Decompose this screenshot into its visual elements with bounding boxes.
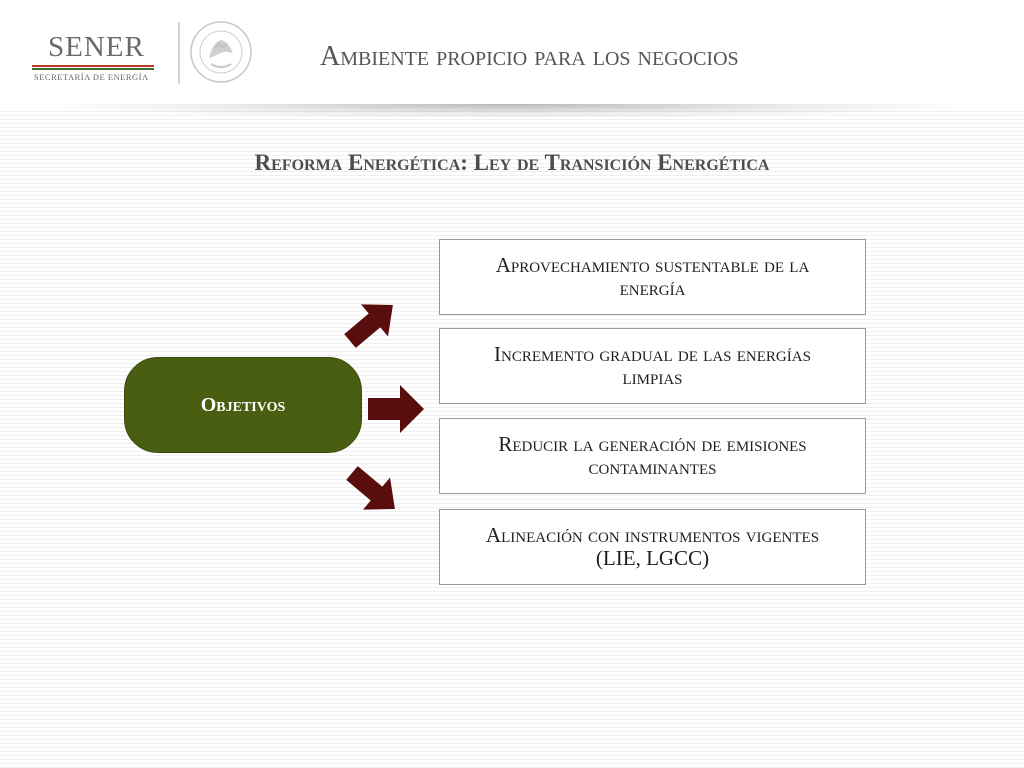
sener-logo bbox=[32, 30, 162, 80]
logo-subtitle: SECRETARÍA DE ENERGÍA bbox=[34, 72, 149, 82]
objectives-node bbox=[124, 357, 362, 453]
objective-text-1: Aprovechamiento sustentable de la energía bbox=[495, 253, 810, 300]
objective-text-2: Incremento gradual de las energías limpias bbox=[494, 342, 811, 389]
slide-subtitle: Reforma Energética: Ley de Transición Energética bbox=[254, 150, 770, 175]
page-title: Ambiente propicio para los negocios bbox=[320, 41, 739, 72]
national-seal-icon bbox=[189, 20, 253, 84]
header-shadow bbox=[60, 104, 960, 118]
objective-box-4 bbox=[439, 509, 866, 585]
objective-box-3 bbox=[439, 418, 866, 494]
slide-header bbox=[0, 0, 1024, 108]
objectives-label: Objetivos bbox=[200, 393, 286, 416]
arrow-up-right-icon bbox=[340, 296, 406, 357]
logo-title: SENER bbox=[48, 31, 145, 63]
objective-box-1 bbox=[439, 239, 866, 315]
objective-box-2 bbox=[439, 328, 866, 404]
arrows-group bbox=[340, 296, 440, 521]
logo-stripe-red bbox=[32, 65, 154, 67]
logo-divider bbox=[178, 22, 180, 84]
arrow-right-icon bbox=[368, 385, 424, 433]
objective-text-4: Alineación con instrumentos vigentes (LIE, LGCC) bbox=[485, 523, 820, 570]
arrow-down-right-icon bbox=[340, 457, 408, 521]
objective-text-3: Reducir la generación de emisiones contaminantes bbox=[498, 432, 807, 479]
logo-stripe-green bbox=[32, 68, 154, 70]
